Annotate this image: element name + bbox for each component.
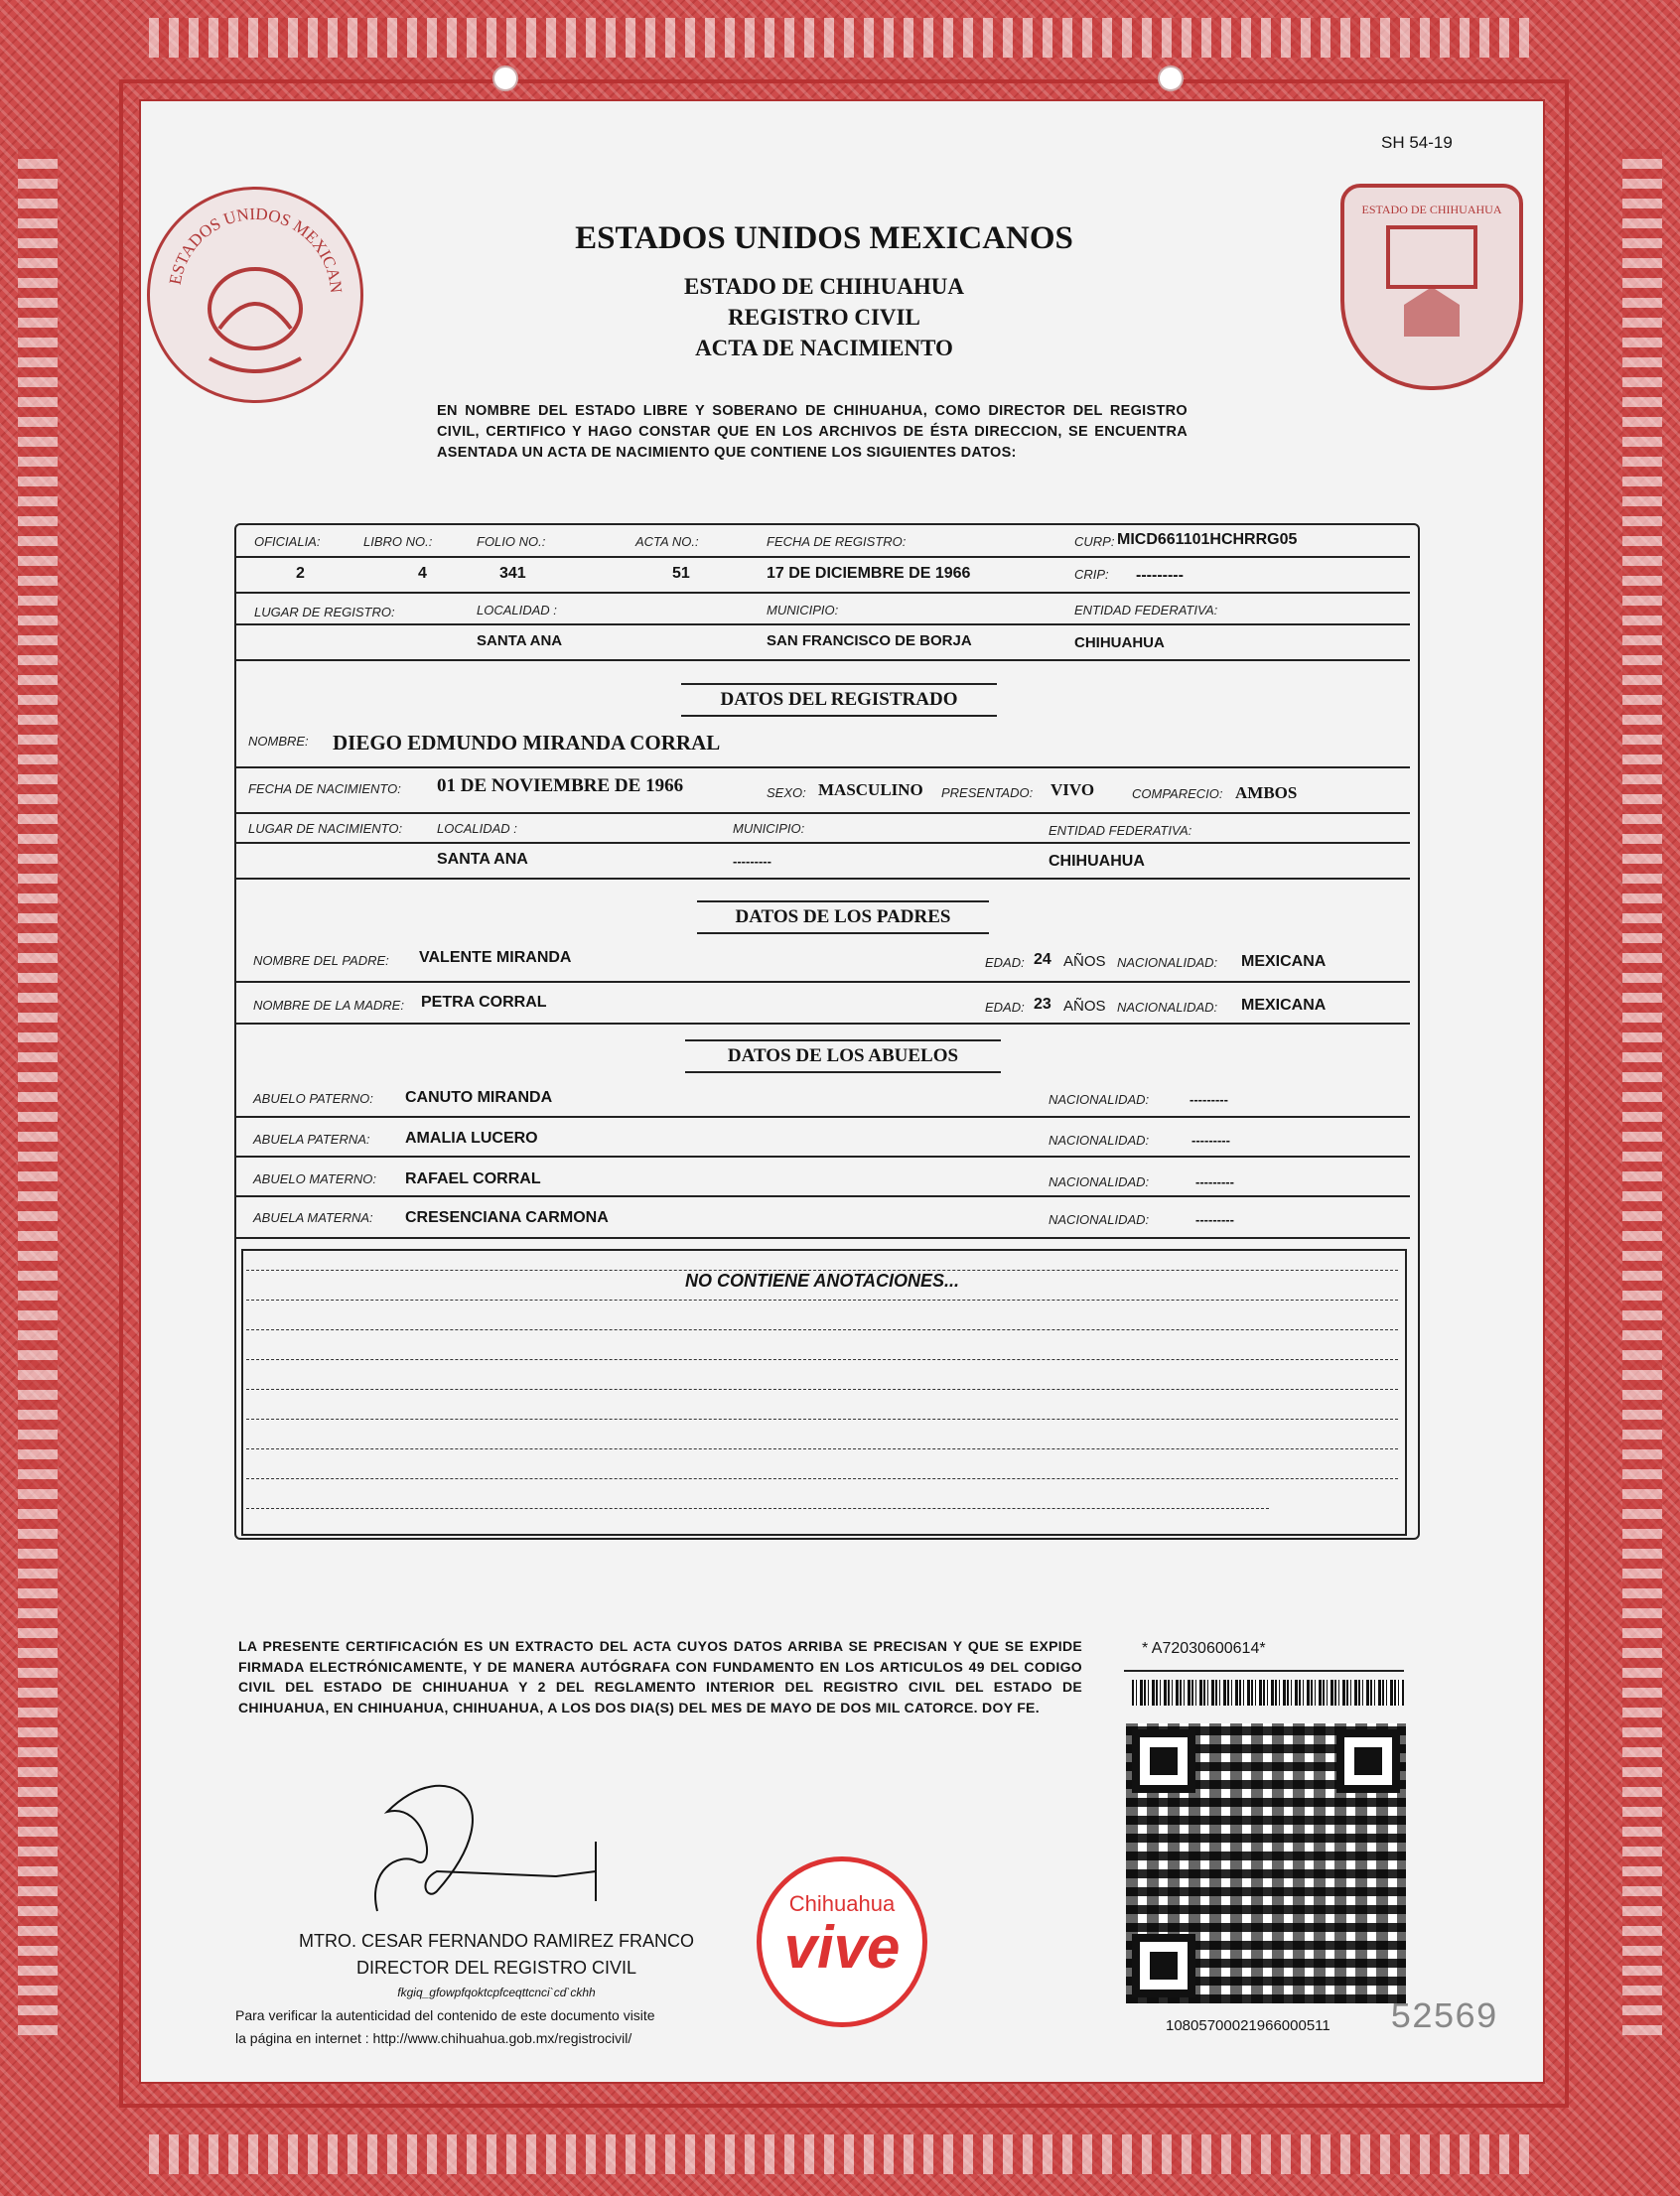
label-oficialia: OFICIALIA: <box>254 534 321 549</box>
padre-edad-value: 24 <box>1034 951 1051 968</box>
signature-icon <box>357 1762 616 1921</box>
row-divider <box>234 556 1410 558</box>
section-padres: DATOS DE LOS PADRES <box>697 906 989 928</box>
verify-text-1: Para verificar la autenticidad del contenido de este documento visite <box>235 2007 655 2023</box>
signer-name: MTRO. CESAR FERNANDO RAMIREZ FRANCO <box>298 1931 694 1951</box>
abuela-paterna-value: AMALIA LUCERO <box>405 1130 538 1147</box>
dashed-line <box>246 1508 1269 1509</box>
signer-title: DIRECTOR DEL REGISTRO CIVIL <box>355 1958 637 1978</box>
label-folio: FOLIO NO.: <box>477 534 546 549</box>
row-divider <box>234 842 1410 844</box>
nacimiento-entidad-value: CHIHUAHUA <box>1049 853 1145 870</box>
label-abuelo-materno-nac: NACIONALIDAD: <box>1049 1174 1150 1189</box>
svg-text:ESTADOS UNIDOS MEXICANOS <box>150 190 346 294</box>
abuela-materna-value: CRESENCIANA CARMONA <box>405 1209 609 1226</box>
qr-finder <box>1132 1729 1195 1793</box>
crip-value: --------- <box>1136 567 1184 584</box>
label-nac-municipio: MUNICIPIO: <box>733 821 805 836</box>
page-title: ESTADOS UNIDOS MEXICANOS <box>575 220 1073 256</box>
section-abuelos: DATOS DE LOS ABUELOS <box>685 1045 1001 1067</box>
state-shield-icon <box>1344 188 1519 386</box>
label-nac-localidad: LOCALIDAD : <box>437 821 517 836</box>
row-divider <box>234 1116 1410 1118</box>
madre-value: PETRA CORRAL <box>421 994 547 1011</box>
madre-anos-label: AÑOS <box>1063 998 1106 1015</box>
label-presentado: PRESENTADO: <box>941 785 1034 800</box>
state-name: ESTADO DE CHIHUAHUA <box>684 274 964 299</box>
label-fecha-nacimiento: FECHA DE NACIMIENTO: <box>248 781 401 796</box>
punch-hole <box>1158 66 1184 91</box>
presentado-value: VIVO <box>1050 780 1095 799</box>
row-divider <box>234 878 1410 880</box>
abuela-paterna-nac-value: --------- <box>1191 1133 1230 1148</box>
label-madre-edad: EDAD: <box>985 1000 1025 1015</box>
row-divider <box>234 1195 1410 1197</box>
oficialia-value: 2 <box>296 565 305 582</box>
label-abuelo-paterno: ABUELO PATERNO: <box>253 1091 373 1106</box>
row-divider <box>234 812 1410 814</box>
verify-text-2: la página en internet : http://www.chihuahua.gob.mx/registrocivil/ <box>235 2030 632 2046</box>
right-meander-pattern <box>1622 149 1662 2035</box>
label-municipio: MUNICIPIO: <box>767 603 839 618</box>
label-padre-edad: EDAD: <box>985 955 1025 970</box>
fecha-registro-value: 17 DE DICIEMBRE DE 1966 <box>767 565 971 582</box>
punch-hole <box>492 66 518 91</box>
eagle-seal-icon <box>150 190 360 400</box>
label-nombre: NOMBRE: <box>248 734 309 749</box>
bottom-meander-pattern <box>149 2134 1529 2174</box>
row-divider <box>234 1023 1410 1025</box>
label-padre: NOMBRE DEL PADRE: <box>253 953 389 968</box>
national-seal <box>147 187 363 403</box>
label-localidad: LOCALIDAD : <box>477 603 557 618</box>
dashed-line <box>246 1419 1398 1420</box>
annotations-box <box>241 1249 1407 1536</box>
abuela-materna-nac-value: --------- <box>1195 1212 1234 1227</box>
padre-nacionalidad-value: MEXICANA <box>1241 953 1327 970</box>
label-sexo: SEXO: <box>767 785 806 800</box>
registry-name: REGISTRO CIVIL <box>728 305 920 330</box>
registro-localidad-value: SANTA ANA <box>477 632 563 649</box>
sexo-value: MASCULINO <box>818 780 923 799</box>
barcode-bracket <box>1124 1670 1404 1672</box>
label-lugar-registro: LUGAR DE REGISTRO: <box>254 605 395 619</box>
chihuahua-vive-logo <box>757 1856 927 2027</box>
section-registrado: DATOS DEL REGISTRADO <box>681 689 997 711</box>
electronic-signature-code: fkgiq_gfowpfqoktcpfceqttcnci`cd`ckhh <box>397 1986 596 1999</box>
barcode <box>1132 1680 1404 1706</box>
padre-value: VALENTE MIRANDA <box>419 949 572 966</box>
row-divider <box>234 766 1410 768</box>
qr-code <box>1126 1723 1406 2003</box>
dashed-line <box>246 1478 1398 1479</box>
intro-paragraph: EN NOMBRE DEL ESTADO LIBRE Y SOBERANO DE CHIHUAHUA, COMO DIRECTOR DEL REGISTRO CIVIL, CERTIFICO Y HAGO CONSTAR QUE EN LOS ARCHIVOS DE ÉSTA DIRECCION, SE ENCUENTRA ASENTADA UN ACTA DE NACIMIENTO QUE CONTIENE LOS SIGUIENTES DATOS: <box>437 403 1188 461</box>
dashed-line <box>246 1389 1398 1390</box>
registro-municipio-value: SAN FRANCISCO DE BORJA <box>767 632 972 649</box>
label-abuela-materna: ABUELA MATERNA: <box>253 1210 373 1225</box>
abuelo-paterno-nac-value: --------- <box>1190 1092 1228 1107</box>
row-divider <box>234 592 1410 594</box>
label-acta: ACTA NO.: <box>635 534 699 549</box>
shield-text: ESTADO DE CHIHUAHUA <box>1361 203 1502 216</box>
row-divider <box>234 659 1410 661</box>
row-divider <box>234 623 1410 625</box>
qr-finder <box>1132 1934 1195 1997</box>
row-divider <box>234 981 1410 983</box>
label-fecha-registro: FECHA DE REGISTRO: <box>767 534 907 549</box>
chihuahua-shield <box>1340 184 1523 390</box>
label-madre: NOMBRE DE LA MADRE: <box>253 998 404 1013</box>
label-lugar-nacimiento: LUGAR DE NACIMIENTO: <box>248 821 403 836</box>
serial-number: 52569 <box>1390 1997 1498 2038</box>
dashed-line <box>246 1448 1398 1449</box>
label-curp: CURP: <box>1074 534 1115 549</box>
folio-value: 341 <box>499 565 526 582</box>
qr-number: 10805700021966000511 <box>1166 2017 1330 2034</box>
curp-value: MICD661101HCHRRG05 <box>1117 531 1298 548</box>
abuelo-materno-value: RAFAEL CORRAL <box>405 1170 541 1187</box>
madre-edad-value: 23 <box>1034 996 1051 1013</box>
nacimiento-localidad-value: SANTA ANA <box>437 851 528 868</box>
libro-value: 4 <box>418 565 427 582</box>
comparecio-value: AMBOS <box>1235 783 1298 802</box>
label-abuela-paterna-nac: NACIONALIDAD: <box>1049 1133 1150 1148</box>
fecha-nacimiento-value: 01 DE NOVIEMBRE DE 1966 <box>437 775 684 796</box>
qr-finder <box>1336 1729 1400 1793</box>
logo-top-text: Chihuahua <box>788 1891 896 1916</box>
label-padre-nacionalidad: NACIONALIDAD: <box>1117 955 1218 970</box>
label-comparecio: COMPARECIO: <box>1132 786 1223 801</box>
madre-nacionalidad-value: MEXICANA <box>1241 997 1327 1014</box>
seal-text: ESTADOS UNIDOS MEXICAN <box>165 204 347 295</box>
form-code: SH 54-19 <box>1381 133 1453 152</box>
document-type: ACTA DE NACIMIENTO <box>695 336 953 360</box>
label-abuelo-paterno-nac: NACIONALIDAD: <box>1049 1092 1150 1107</box>
label-nac-entidad: ENTIDAD FEDERATIVA: <box>1049 823 1192 838</box>
label-libro: LIBRO NO.: <box>363 534 433 549</box>
left-meander-pattern <box>18 149 58 2035</box>
annotations-text: NO CONTIENE ANOTACIONES... <box>684 1271 959 1291</box>
registro-entidad-value: CHIHUAHUA <box>1074 634 1165 651</box>
top-meander-pattern <box>149 18 1529 58</box>
abuelo-materno-nac-value: --------- <box>1195 1174 1234 1189</box>
label-madre-nacionalidad: NACIONALIDAD: <box>1117 1000 1218 1015</box>
dashed-line <box>246 1359 1398 1360</box>
padre-anos-label: AÑOS <box>1063 953 1106 970</box>
dashed-line <box>246 1300 1398 1301</box>
label-abuela-paterna: ABUELA PATERNA: <box>253 1132 370 1147</box>
acta-value: 51 <box>672 565 690 582</box>
registrado-nombre: DIEGO EDMUNDO MIRANDA CORRAL <box>333 731 721 755</box>
nacimiento-municipio-value: --------- <box>733 854 771 869</box>
label-abuela-materna-nac: NACIONALIDAD: <box>1049 1212 1150 1227</box>
label-entidad: ENTIDAD FEDERATIVA: <box>1074 603 1218 618</box>
dashed-line <box>246 1329 1398 1330</box>
abuelo-paterno-value: CANUTO MIRANDA <box>405 1089 553 1106</box>
barcode-text: * A72030600614* <box>1142 1640 1266 1657</box>
label-abuelo-materno: ABUELO MATERNO: <box>253 1171 377 1186</box>
logo-main-text: vive <box>783 1914 901 1981</box>
label-crip: CRIP: <box>1074 567 1109 582</box>
row-divider <box>234 1156 1410 1158</box>
row-divider <box>234 1237 1410 1239</box>
certification-paragraph: LA PRESENTE CERTIFICACIÓN ES UN EXTRACTO DEL ACTA CUYOS DATOS ARRIBA SE PRECISAN Y QUE SE EXPIDE FIRMADA ELECTRÓNICAMENTE, Y DE MANERA AUTÓGRAFA CON FUNDAMENTO EN LOS ARTICULOS 49 DEL CODIGO CIVIL DEL ESTADO DE CHIHUAHUA Y 2 DEL REGLAMENTO INTERIOR DEL REGISTRO CIVIL DEL ESTADO DE CHIHUAHUA, EN CHIHUAHUA, CHIHUAHUA, A LOS DOS DIA(S) DEL MES DE MAYO DE DOS MIL CATORCE. DOY FE. <box>238 1638 1082 1716</box>
